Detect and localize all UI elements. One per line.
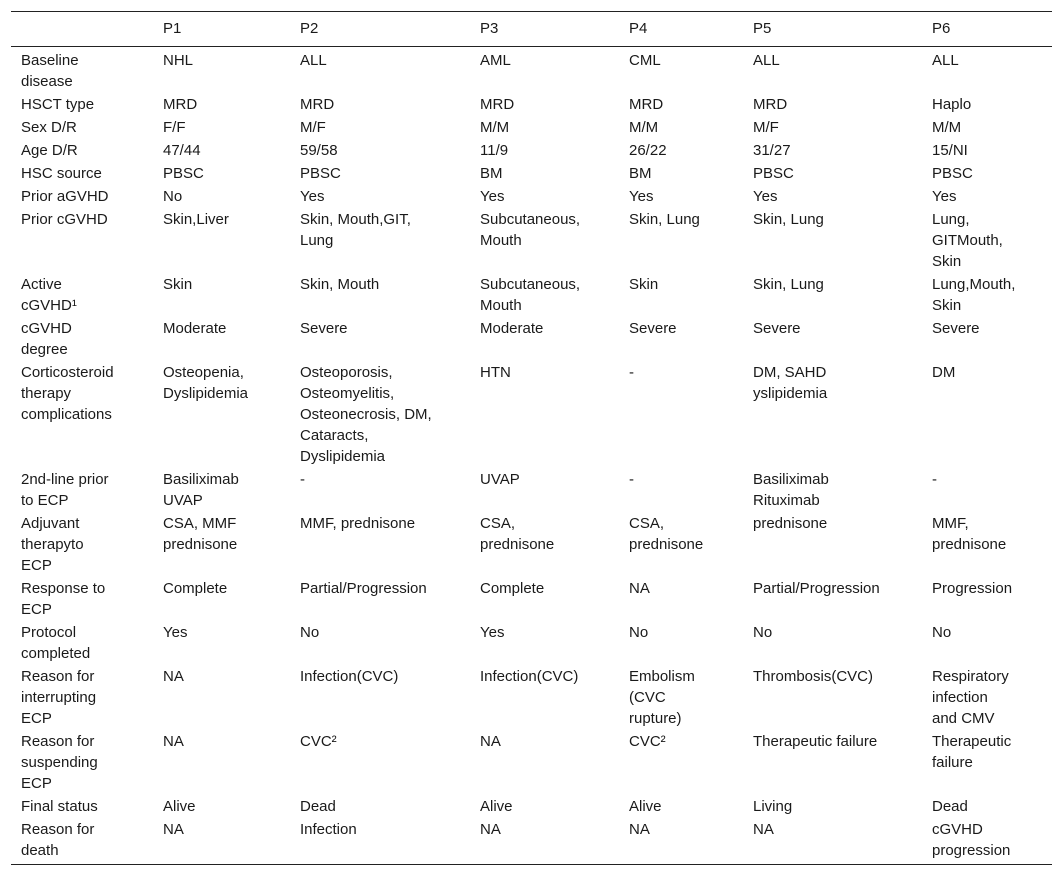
table-row	[11, 162, 1052, 185]
table-row	[11, 93, 1052, 116]
table-cell	[743, 93, 922, 116]
row-label-text: Reason for interrupting ECP	[21, 668, 97, 727]
cell-text: Therapeutic failure	[753, 733, 878, 750]
table-cell	[153, 116, 290, 139]
cell-text: UVAP	[480, 471, 520, 488]
table-cell	[743, 208, 922, 273]
table-row	[11, 361, 1052, 468]
cell-text: 26/22	[629, 142, 667, 159]
cell-text: Severe	[300, 320, 348, 337]
table-cell	[922, 795, 1052, 818]
document-page	[11, 11, 1052, 865]
table-cell	[619, 730, 743, 795]
cell-text: No	[629, 624, 649, 641]
row-label-text: Protocol completed	[21, 624, 91, 662]
cell-text: cGVHD progression	[932, 821, 1011, 859]
table-cell	[470, 512, 619, 577]
table-cell	[619, 621, 743, 665]
table-row	[11, 730, 1052, 795]
cell-text: -	[629, 471, 634, 488]
table-cell	[470, 185, 619, 208]
row-label-text: Prior cGVHD	[21, 211, 108, 228]
cell-text: prednisone	[753, 515, 828, 532]
table-cell	[619, 273, 743, 317]
cell-text: Alive	[163, 798, 196, 815]
cell-text: M/F	[300, 119, 326, 136]
table-cell	[470, 621, 619, 665]
row-label-text: Final status	[21, 798, 98, 815]
table-cell	[153, 93, 290, 116]
row-label-text: Adjuvant therapyto ECP	[21, 515, 84, 574]
cell-text: MRD	[629, 96, 664, 113]
cell-text: No	[753, 624, 773, 641]
cell-text: MMF, prednisone	[932, 515, 1007, 553]
table-cell	[743, 317, 922, 361]
table-cell	[153, 621, 290, 665]
table-row	[11, 47, 1052, 94]
table-cell	[922, 317, 1052, 361]
table-cell	[290, 162, 470, 185]
table-cell	[153, 468, 290, 512]
cell-text: Moderate	[480, 320, 544, 337]
table-cell	[153, 208, 290, 273]
table-cell	[470, 47, 619, 94]
table-row	[11, 208, 1052, 273]
row-label	[11, 208, 153, 273]
table-cell	[922, 577, 1052, 621]
cell-text: MRD	[300, 96, 335, 113]
table-cell	[290, 468, 470, 512]
table-row	[11, 577, 1052, 621]
table-cell	[470, 116, 619, 139]
table-cell	[290, 185, 470, 208]
table-cell	[153, 577, 290, 621]
table-cell	[290, 116, 470, 139]
cell-text: Skin, Mouth,GIT, Lung	[300, 211, 411, 249]
table-cell	[290, 512, 470, 577]
table-cell	[470, 139, 619, 162]
cell-text: Infection(CVC)	[300, 668, 399, 685]
header-cell-p1: P1	[153, 12, 290, 47]
table-row	[11, 185, 1052, 208]
table-cell	[153, 162, 290, 185]
table-row	[11, 317, 1052, 361]
cell-text: MRD	[163, 96, 198, 113]
row-label	[11, 818, 153, 865]
row-label	[11, 621, 153, 665]
table-cell	[743, 621, 922, 665]
cell-text: Complete	[480, 580, 545, 597]
table-cell	[922, 512, 1052, 577]
cell-text: Subcutaneous, Mouth	[480, 276, 581, 314]
cell-text: Alive	[480, 798, 513, 815]
table-cell	[619, 577, 743, 621]
table-row	[11, 116, 1052, 139]
cell-text: M/M	[480, 119, 510, 136]
cell-text: Basiliximab UVAP	[163, 471, 239, 509]
table-cell	[619, 512, 743, 577]
cell-text: ALL	[753, 52, 780, 69]
row-label-text: cGVHD degree	[21, 320, 72, 358]
table-row	[11, 795, 1052, 818]
table-cell	[619, 139, 743, 162]
cell-text: BM	[480, 165, 503, 182]
cell-text: NA	[163, 668, 184, 685]
table-cell	[153, 665, 290, 730]
cell-text: DM	[932, 364, 956, 381]
cell-text: MRD	[480, 96, 515, 113]
table-cell	[922, 818, 1052, 865]
cell-text: Lung, GITMouth, Skin	[932, 211, 1003, 270]
table-cell	[743, 468, 922, 512]
table-cell	[470, 317, 619, 361]
table-cell	[470, 208, 619, 273]
table-cell	[743, 273, 922, 317]
cell-text: Haplo	[932, 96, 972, 113]
table-cell	[922, 116, 1052, 139]
table-cell	[470, 468, 619, 512]
row-label	[11, 577, 153, 621]
table-cell	[290, 795, 470, 818]
cell-text: Yes	[932, 188, 957, 205]
table-cell	[470, 361, 619, 468]
table-row	[11, 512, 1052, 577]
row-label	[11, 116, 153, 139]
cell-text: -	[629, 364, 634, 381]
row-label-text: Active cGVHD¹	[21, 276, 77, 314]
row-label-text: HSC source	[21, 165, 102, 182]
row-label	[11, 185, 153, 208]
table-cell	[153, 139, 290, 162]
table-cell	[743, 116, 922, 139]
row-label	[11, 139, 153, 162]
table-cell	[290, 665, 470, 730]
cell-text: PBSC	[163, 165, 204, 182]
cell-text: Infection	[300, 821, 357, 838]
table-cell	[743, 795, 922, 818]
cell-text: M/M	[932, 119, 962, 136]
table-row	[11, 273, 1052, 317]
table-cell	[922, 361, 1052, 468]
table-cell	[922, 665, 1052, 730]
cell-text: NA	[629, 580, 650, 597]
cell-text: Skin, Lung	[753, 211, 824, 228]
cell-text: 11/9	[480, 142, 509, 159]
cell-text: CML	[629, 52, 661, 69]
row-label	[11, 665, 153, 730]
cell-text: CSA, prednisone	[629, 515, 704, 553]
table-cell	[290, 818, 470, 865]
row-label	[11, 795, 153, 818]
table-cell	[470, 795, 619, 818]
cell-text: F/F	[163, 119, 186, 136]
table-cell	[290, 577, 470, 621]
table-cell	[619, 185, 743, 208]
table-cell	[619, 665, 743, 730]
table-cell	[153, 512, 290, 577]
patient-characteristics-table	[11, 11, 1052, 865]
cell-text: NA	[753, 821, 774, 838]
table-cell	[470, 577, 619, 621]
cell-text: Dead	[932, 798, 968, 815]
row-label-text: HSCT type	[21, 96, 95, 113]
cell-text: 59/58	[300, 142, 338, 159]
table-header	[11, 12, 1052, 47]
table-cell	[290, 317, 470, 361]
cell-text: Progression	[932, 580, 1013, 597]
table-cell	[290, 273, 470, 317]
cell-text: Lung,Mouth, Skin	[932, 276, 1016, 314]
cell-text: Basiliximab Rituximab	[753, 471, 829, 509]
cell-text: Osteopenia, Dyslipidemia	[163, 364, 249, 402]
table-cell	[290, 93, 470, 116]
table-cell	[922, 162, 1052, 185]
cell-text: NHL	[163, 52, 194, 69]
cell-text: Therapeutic failure	[932, 733, 1012, 771]
table-cell	[619, 361, 743, 468]
table-cell	[743, 162, 922, 185]
cell-text: Respiratory infection and CMV	[932, 668, 1009, 727]
header-cell-p5: P5	[743, 12, 922, 47]
cell-text: Severe	[629, 320, 677, 337]
row-label-text: Baseline disease	[21, 52, 79, 90]
cell-text: NA	[480, 821, 501, 838]
cell-text: Skin, Lung	[753, 276, 824, 293]
header-cell-p6: P6	[922, 12, 1052, 47]
table-cell	[743, 730, 922, 795]
row-label-text: 2nd-line prior to ECP	[21, 471, 109, 509]
table-cell	[290, 139, 470, 162]
table-cell	[153, 273, 290, 317]
cell-text: Severe	[753, 320, 801, 337]
row-label	[11, 162, 153, 185]
header-row	[11, 12, 1052, 47]
cell-text: Yes	[163, 624, 188, 641]
cell-text: Infection(CVC)	[480, 668, 579, 685]
cell-text: PBSC	[932, 165, 973, 182]
row-label-text: Corticosteroid therapy complications	[21, 364, 114, 423]
table-cell	[922, 185, 1052, 208]
cell-text: AML	[480, 52, 511, 69]
table-cell	[922, 208, 1052, 273]
cell-text: 47/44	[163, 142, 201, 159]
cell-text: Yes	[480, 188, 505, 205]
cell-text: BM	[629, 165, 652, 182]
row-label	[11, 468, 153, 512]
cell-text: Partial/Progression	[300, 580, 427, 597]
table-cell	[743, 577, 922, 621]
table-cell	[922, 730, 1052, 795]
row-label	[11, 273, 153, 317]
cell-text: 15/NI	[932, 142, 968, 159]
cell-text: -	[300, 471, 305, 488]
row-label	[11, 93, 153, 116]
table-row	[11, 665, 1052, 730]
table-cell	[470, 665, 619, 730]
cell-text: MRD	[753, 96, 788, 113]
cell-text: No	[163, 188, 183, 205]
table-body	[11, 47, 1052, 865]
table-cell	[290, 208, 470, 273]
table-cell	[153, 818, 290, 865]
cell-text: Subcutaneous, Mouth	[480, 211, 581, 249]
table-cell	[743, 818, 922, 865]
table-cell	[619, 795, 743, 818]
row-label-text: Age D/R	[21, 142, 78, 159]
cell-text: PBSC	[753, 165, 794, 182]
row-label	[11, 47, 153, 94]
cell-text: CSA, prednisone	[480, 515, 555, 553]
header-cell-p3: P3	[470, 12, 619, 47]
table-cell	[743, 665, 922, 730]
row-label-text: Reason for suspending ECP	[21, 733, 98, 792]
cell-text: DM, SAHD yslipidemia	[753, 364, 828, 402]
header-cell-p2: P2	[290, 12, 470, 47]
cell-text: Yes	[629, 188, 654, 205]
table-cell	[619, 317, 743, 361]
cell-text: M/F	[753, 119, 779, 136]
table-cell	[619, 208, 743, 273]
table-cell	[922, 273, 1052, 317]
row-label-text: Prior aGVHD	[21, 188, 109, 205]
row-label	[11, 512, 153, 577]
table-cell	[290, 47, 470, 94]
cell-text: -	[932, 471, 937, 488]
cell-text: Living	[753, 798, 793, 815]
cell-text: CVC²	[300, 733, 337, 750]
cell-text: M/M	[629, 119, 659, 136]
header-cell-p4: P4	[619, 12, 743, 47]
table-cell	[153, 47, 290, 94]
cell-text: PBSC	[300, 165, 341, 182]
cell-text: Yes	[753, 188, 778, 205]
row-label	[11, 361, 153, 468]
row-label	[11, 317, 153, 361]
cell-text: Skin,Liver	[163, 211, 229, 228]
table-row	[11, 621, 1052, 665]
table-cell	[743, 185, 922, 208]
table-cell	[743, 512, 922, 577]
table-cell	[619, 468, 743, 512]
cell-text: NA	[163, 733, 184, 750]
row-label-text: Reason for death	[21, 821, 95, 859]
table-cell	[470, 93, 619, 116]
header-cell-blank	[11, 12, 153, 47]
table-cell	[290, 361, 470, 468]
table-row	[11, 818, 1052, 865]
cell-text: Complete	[163, 580, 228, 597]
cell-text: ALL	[300, 52, 327, 69]
table-cell	[922, 47, 1052, 94]
table-cell	[619, 93, 743, 116]
table-cell	[153, 730, 290, 795]
table-cell	[619, 162, 743, 185]
cell-text: Severe	[932, 320, 980, 337]
cell-text: HTN	[480, 364, 511, 381]
cell-text: Embolism (CVC rupture)	[629, 668, 695, 727]
table-cell	[470, 273, 619, 317]
cell-text: Yes	[480, 624, 505, 641]
table-cell	[290, 621, 470, 665]
table-cell	[470, 162, 619, 185]
table-cell	[153, 317, 290, 361]
cell-text: Yes	[300, 188, 325, 205]
row-label-text: Sex D/R	[21, 119, 77, 136]
cell-text: CVC²	[629, 733, 666, 750]
cell-text: NA	[629, 821, 650, 838]
table-row	[11, 139, 1052, 162]
cell-text: Dead	[300, 798, 336, 815]
table-cell	[743, 139, 922, 162]
table-cell	[153, 361, 290, 468]
table-cell	[153, 185, 290, 208]
cell-text: 31/27	[753, 142, 791, 159]
cell-text: MMF, prednisone	[300, 515, 416, 532]
cell-text: Skin, Mouth	[300, 276, 380, 293]
table-cell	[470, 730, 619, 795]
cell-text: Alive	[629, 798, 662, 815]
cell-text: NA	[480, 733, 501, 750]
row-label-text: Response to ECP	[21, 580, 106, 618]
table-cell	[619, 116, 743, 139]
cell-text: No	[932, 624, 952, 641]
cell-text: Osteoporosis, Osteomyelitis, Osteonecrosis, DM, Cataracts, Dyslipidemia	[300, 364, 432, 465]
cell-text: CSA, MMF prednisone	[163, 515, 238, 553]
cell-text: Skin	[629, 276, 659, 293]
cell-text: Partial/Progression	[753, 580, 880, 597]
cell-text: Skin	[163, 276, 193, 293]
table-cell	[619, 818, 743, 865]
table-cell	[743, 47, 922, 94]
table-cell	[290, 730, 470, 795]
table-cell	[922, 621, 1052, 665]
cell-text: Skin, Lung	[629, 211, 700, 228]
table-cell	[153, 795, 290, 818]
cell-text: ALL	[932, 52, 959, 69]
table-cell	[922, 468, 1052, 512]
table-cell	[470, 818, 619, 865]
table-cell	[922, 139, 1052, 162]
cell-text: No	[300, 624, 320, 641]
cell-text: Moderate	[163, 320, 227, 337]
table-row	[11, 468, 1052, 512]
cell-text: Thrombosis(CVC)	[753, 668, 874, 685]
cell-text: NA	[163, 821, 184, 838]
table-cell	[922, 93, 1052, 116]
table-cell	[619, 47, 743, 94]
row-label	[11, 730, 153, 795]
table-cell	[743, 361, 922, 468]
